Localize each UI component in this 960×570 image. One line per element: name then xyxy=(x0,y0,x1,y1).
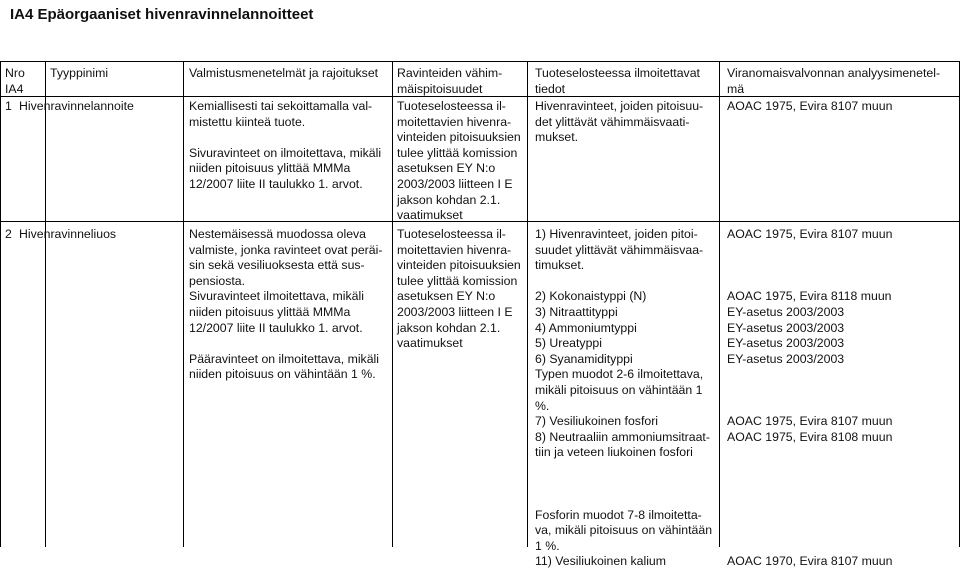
row1-method: Kemiallisesti tai sekoittamalla val- mistettu kiinteä tuote. Sivuravinteet on ilmoitettava, mikäli niiden pitoisuus ylittää MMMa 12/2007 liite II taulukko 1. arvot. xyxy=(189,99,382,191)
column-divider xyxy=(392,61,393,547)
header-nro: Nro IA4 xyxy=(5,66,25,96)
column-divider xyxy=(0,61,1,547)
header-declared-info: Tuoteselosteessa ilmoitettavat tiedot xyxy=(535,66,700,96)
table-top-border xyxy=(0,61,960,62)
row2-nro: 2 xyxy=(5,227,12,241)
row1-min-content: Tuoteselosteessa il- moitettavien hivenra- vinteiden pitoisuuksien tulee ylittää komission asetuksen EY N:o 2003/2003 liitteen I E jakson kohdan 2.1. vaatimukset xyxy=(397,99,521,223)
row2-declared-info: 1) Hivenravinteet, joiden pitoi- suudet ylittävät vähimmäisvaa- timukset. 2) Kokonaistyppi (N) 3) Nitraattityppi 4) Ammoniumtyppi 5) Ureatyppi 6) Syanamidityppi Typen muodot 2-6 ilmoitettava, mikäli pitoisuus on vähintään 1 %. 7) Vesiliukoinen fosfori 8) Neutraaliin ammoniumsitraat- tiin ja veteen liukoinen fosfori Fosforin muodot 7-8 ilmoitetta- va, mikäli pitoisuus on vähintään 1 %. 11) Vesiliukoinen kalium xyxy=(535,227,713,569)
header-type: Tyyppinimi xyxy=(50,66,109,80)
row1-nro: 1 xyxy=(5,99,12,113)
row2-analysis-method: AOAC 1975, Evira 8107 muun AOAC 1975, Evira 8118 muun EY-asetus 2003/2003 EY-asetus 2003/2003 EY-asetus 2003/2003 EY-asetus 2003/2003 AOAC 1975, Evira 8107 muun AOAC 1975, Evira 8108 muun AOAC 1970, Evira 8107 muun xyxy=(727,227,893,569)
row1-type: Hivenravinnelannoite xyxy=(19,99,134,113)
row2-min-content: Tuoteselosteessa il- moitettavien hivenra- vinteiden pitoisuuksien tulee ylittää komission asetuksen EY N:o 2003/2003 liitteen I E jakson kohdan 2.1. vaatimukset xyxy=(397,227,521,351)
header-method: Valmistusmenetelmät ja rajoitukset xyxy=(189,66,379,80)
row1-declared-info: Hivenravinteet, joiden pitoisuu- det ylittävät vähimmäisvaati- mukset. xyxy=(535,99,704,145)
header-analysis-method: Viranomaisvalvonnan analyysimenetel- mä xyxy=(727,66,941,96)
page-title: IA4 Epäorgaaniset hivenravinnelannoitteet xyxy=(10,6,314,23)
row1-analysis-method: AOAC 1975, Evira 8107 muun xyxy=(727,99,893,113)
column-divider xyxy=(527,61,528,547)
column-divider xyxy=(719,61,720,547)
row2-method: Nestemäisessä muodossa oleva valmiste, jonka ravinteet ovat peräi- sin sekä vesiliuoksesta että sus- pensiosta. Sivuravinteet ilmoitettava, mikäli niiden pitoisuus ylittää MMMa 12/2007 liite II taulukko 1. arvot. Pääravinteet on ilmoitettava, mikäli niiden pitoisuus on vähintään 1 %. xyxy=(189,227,383,382)
row2-type: Hivenravinneliuos xyxy=(19,227,117,241)
column-divider xyxy=(45,61,46,547)
header-min-content: Ravinteiden vähim- mäispitoisuudet xyxy=(397,66,503,96)
column-divider xyxy=(183,61,184,547)
